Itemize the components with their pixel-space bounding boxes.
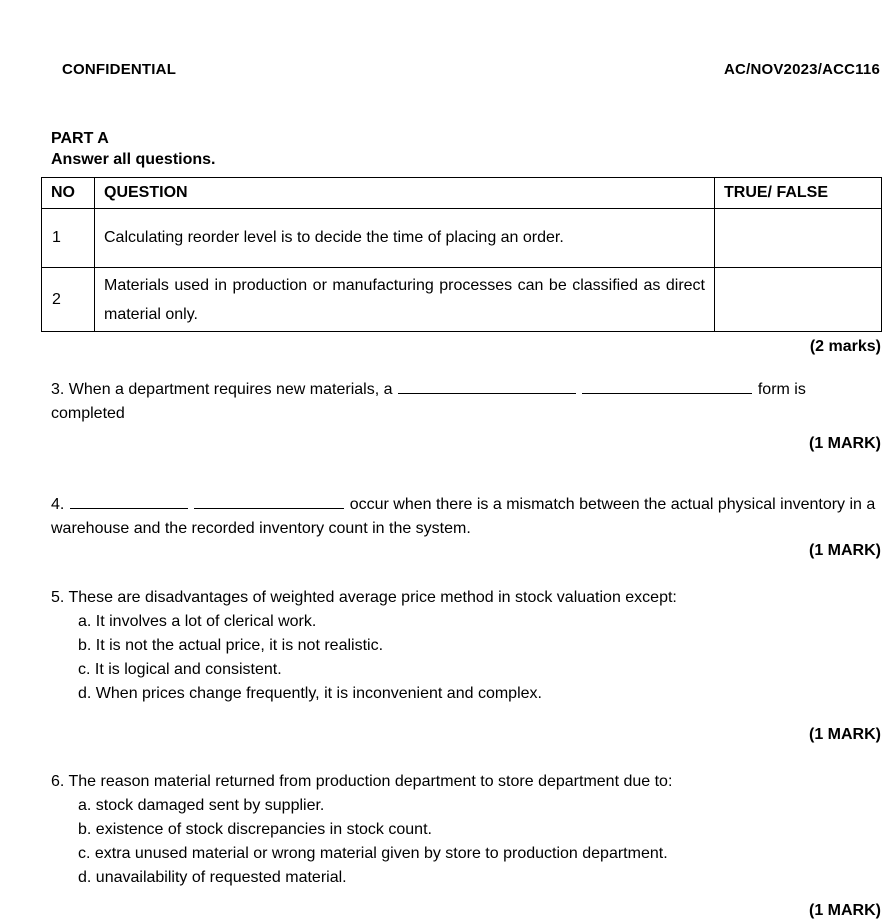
question-3-text-before: 3. When a department requires new materials, a xyxy=(51,381,397,398)
table-row xyxy=(42,268,882,332)
running-head xyxy=(62,61,880,78)
column-header-no: NO xyxy=(42,178,95,209)
marks-question-6: (1 MARK) xyxy=(809,902,881,919)
option-item[interactable]: a. It involves a lot of clerical work. xyxy=(78,613,317,630)
question-6-options xyxy=(51,794,881,890)
column-header-question: QUESTION xyxy=(95,178,715,209)
question-4-blank-1[interactable] xyxy=(70,493,188,509)
question-5-stem: 5. These are disadvantages of weighted average price method in stock valuation except: xyxy=(51,589,677,606)
option-item[interactable]: c. extra unused material or wrong material given by store to production department. xyxy=(78,845,668,862)
question-6-stem: 6. The reason material returned from production department to store department due to: xyxy=(51,773,673,790)
question-3-text xyxy=(51,378,881,426)
question-4-text-lead: 4. xyxy=(51,496,69,513)
question-4-blank-2[interactable] xyxy=(194,493,344,509)
marks-question-3: (1 MARK) xyxy=(809,435,881,452)
question-5 xyxy=(51,586,881,706)
question-3-text-after: form is completed xyxy=(51,381,806,422)
page-content xyxy=(51,128,881,920)
question-6 xyxy=(51,770,881,890)
table-row xyxy=(42,209,882,268)
table-header-row xyxy=(42,178,882,209)
row-answer-1[interactable] xyxy=(715,209,882,268)
confidential-label: CONFIDENTIAL xyxy=(62,61,177,78)
row-question-2: Materials used in production or manufacturing processes can be classified as direct material only. xyxy=(95,268,715,332)
marks-question-5: (1 MARK) xyxy=(809,726,881,743)
option-item[interactable]: a. stock damaged sent by supplier. xyxy=(78,797,325,814)
question-3-blank-1[interactable] xyxy=(398,378,576,394)
option-item[interactable]: b. existence of stock discrepancies in stock count. xyxy=(78,821,432,838)
true-false-table xyxy=(41,177,882,332)
row-number-2: 2 xyxy=(42,268,95,332)
question-4 xyxy=(51,493,881,541)
row-question-1: Calculating reorder level is to decide the time of placing an order. xyxy=(95,209,715,268)
option-item[interactable]: d. unavailability of requested material. xyxy=(78,869,347,886)
part-title: PART A xyxy=(51,130,109,147)
question-5-options xyxy=(51,610,881,706)
part-instruction: Answer all questions. xyxy=(51,151,216,168)
paper-code-label: AC/NOV2023/ACC116 xyxy=(724,61,880,78)
column-header-true-false: TRUE/ FALSE xyxy=(715,178,882,209)
question-4-text-mid: occur when there is a mismatch between the actual physical inventory in a warehouse and the recorded inventory count in the system. xyxy=(51,496,876,537)
question-4-text xyxy=(51,493,881,541)
row-answer-2[interactable] xyxy=(715,268,882,332)
marks-table: (2 marks) xyxy=(809,338,881,355)
question-3-blank-2[interactable] xyxy=(582,378,752,394)
question-3 xyxy=(51,378,881,426)
option-item[interactable]: d. When prices change frequently, it is inconvenient and complex. xyxy=(78,685,542,702)
option-item[interactable]: c. It is logical and consistent. xyxy=(78,661,282,678)
option-item[interactable]: b. It is not the actual price, it is not realistic. xyxy=(78,637,384,654)
row-number-1: 1 xyxy=(42,209,95,268)
marks-question-4: (1 MARK) xyxy=(809,542,881,559)
